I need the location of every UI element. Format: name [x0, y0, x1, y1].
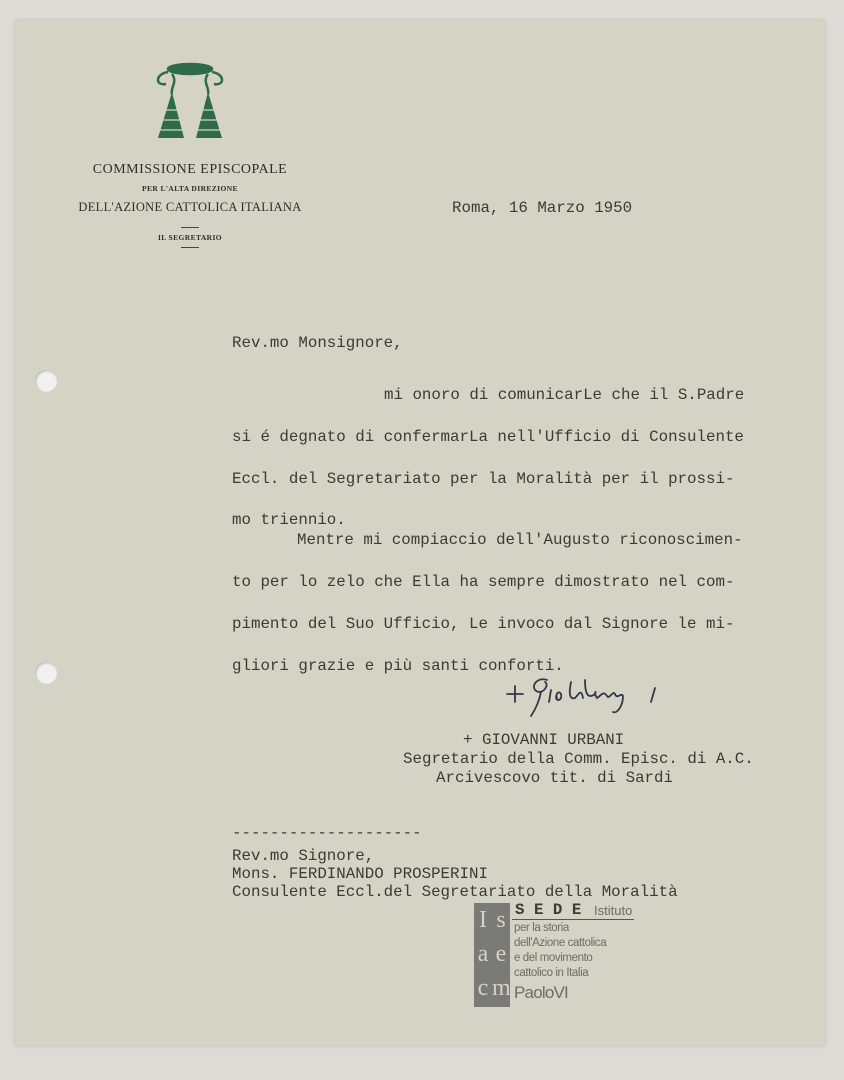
monogram-letter: s — [496, 907, 506, 933]
signer-title: Arcivescovo tit. di Sardi — [436, 769, 673, 787]
recipient-location: S E D E — [515, 901, 582, 919]
monogram-letter: m — [492, 975, 511, 1001]
monogram-letter: e — [495, 941, 507, 967]
watermark-title: Istituto — [594, 903, 633, 918]
separator-line: -------------------- — [232, 824, 422, 842]
recipient-title: Consulente Eccl.del Segretariato della Moralità — [232, 883, 678, 901]
watermark-line: cattolico in Italia — [514, 967, 589, 979]
body-line: gliori grazie e più santi conforti. — [232, 657, 564, 675]
divider — [512, 919, 634, 920]
signer-title: Segretario della Comm. Episc. di A.C. — [403, 750, 754, 768]
signer-name: + GIOVANNI URBANI — [463, 731, 625, 749]
body-line: mi onoro di comunicarLe che il S.Padre — [384, 386, 745, 404]
body-line: mo triennio. — [232, 511, 346, 529]
punch-hole — [35, 370, 57, 392]
punch-hole — [35, 662, 57, 684]
letterhead-organization: DELL'AZIONE CATTOLICA ITALIANA — [78, 200, 302, 214]
divider — [181, 227, 199, 228]
letterhead-subtitle: PER L'ALTA DIREZIONE — [142, 184, 238, 193]
cardinal-hat-crest-icon — [150, 60, 230, 142]
body-line: Mentre mi compiaccio dell'Augusto riconoscimen- — [297, 531, 743, 549]
handwritten-signature — [505, 672, 675, 722]
body-line: pimento del Suo Ufficio, Le invoco dal Signore le mi- — [232, 615, 735, 633]
watermark-line: dell'Azione cattolica — [514, 937, 607, 949]
body-line: Eccl. del Segretariato per la Moralità per il prossi- — [232, 470, 735, 488]
body-line: to per lo zelo che Ella ha sempre dimostrato nel com- — [232, 573, 735, 591]
monogram-letter: a — [477, 941, 489, 967]
salutation: Rev.mo Monsignore, — [232, 334, 403, 352]
watermark-line: e del movimento — [514, 952, 593, 964]
divider — [181, 247, 199, 248]
watermark-name: PaoloVI — [514, 983, 568, 1002]
letter-date: Roma, 16 Marzo 1950 — [452, 199, 633, 217]
monogram-letter: I — [479, 907, 487, 933]
recipient-name: Mons. FERDINANDO PROSPERINI — [232, 865, 488, 883]
letterhead-role: IL SEGRETARIO — [157, 233, 223, 242]
watermark-monogram — [474, 903, 510, 1007]
body-line: si é degnato di confermarLa nell'Ufficio di Consulente — [232, 428, 744, 446]
letterhead-title: COMMISSIONE EPISCOPALE — [92, 162, 288, 177]
watermark-line: per la storia — [514, 922, 569, 934]
recipient-salutation: Rev.mo Signore, — [232, 847, 375, 865]
monogram-letter: c — [477, 975, 489, 1001]
